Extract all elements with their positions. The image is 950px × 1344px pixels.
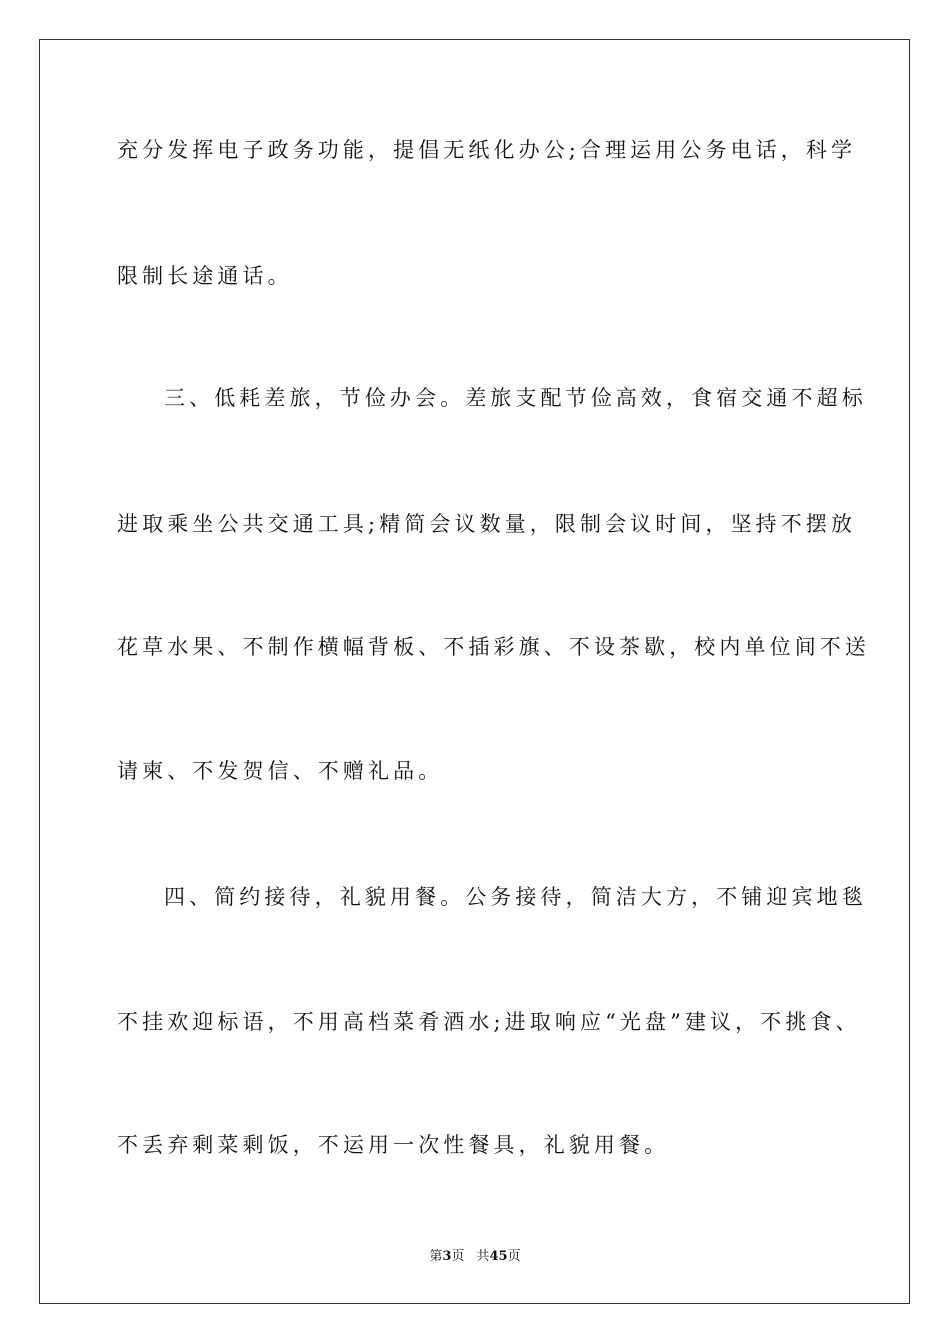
total-pages: 45 <box>489 1249 508 1264</box>
paragraph-line: 限制长途通话。 <box>117 264 293 288</box>
page-number: 3 <box>442 1249 452 1264</box>
total-prefix: 共 <box>476 1249 490 1264</box>
paragraph-line: 请柬、不发贺信、不赠礼品。 <box>117 759 444 783</box>
paragraph-line: 三、低耗差旅，节俭办会。差旅支配节俭高效，食宿交通不超标 <box>164 386 867 410</box>
paragraph-line: 花草水果、不制作横幅背板、不插彩旗、不设茶歇，校内单位间不送 <box>117 635 870 659</box>
paragraph-line: 进取乘坐公共交通工具;精简会议数量，限制会议时间，坚持不摆放 <box>117 512 857 536</box>
page-footer <box>0 1248 950 1266</box>
paragraph-line: 不挂欢迎标语，不用高档菜肴酒水;进取响应“光盘”建议，不挑食、 <box>117 1010 861 1034</box>
page-frame <box>39 39 910 1304</box>
paragraph-line: 四、简约接待，礼貌用餐。公务接待，简洁大方，不铺迎宾地毯 <box>164 885 867 909</box>
total-suffix: 页 <box>507 1249 521 1264</box>
page-prefix: 第 <box>429 1249 443 1264</box>
paragraph-line: 不丢弃剩菜剩饭，不运用一次性餐具，礼貌用餐。 <box>117 1133 670 1157</box>
paragraph-line: 充分发挥电子政务功能，提倡无纸化办公;合理运用公务电话，科学 <box>117 138 857 162</box>
page-suffix: 页 <box>451 1249 465 1264</box>
